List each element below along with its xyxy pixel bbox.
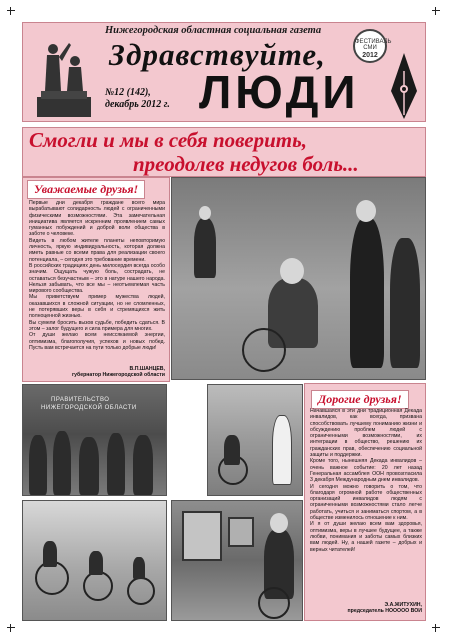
person-figure [224,435,240,465]
headline-band [22,127,426,177]
headline-line2: преодолев недугов боль... [133,152,359,176]
person-head [356,200,376,222]
person-figure [272,415,292,485]
government-sign-line1: ПРАВИТЕЛЬСТВО [51,397,110,403]
signature-name: Э.А.ЖИТУХИН, [384,602,422,608]
society-address-body [310,408,422,553]
person-figure [194,218,216,278]
photo-wheelchair-sport [207,384,303,496]
person-figure [350,218,384,368]
headline-line1: Смогли и мы в себя поверить, [29,128,307,152]
person-head [199,206,211,220]
monument-icon [29,35,99,119]
wheelchair-wheel [83,571,113,601]
person-figure [29,435,47,495]
person-figure [89,551,103,575]
fountain-pen-icon [383,51,425,121]
paragraph: Мы приветствуем пример мужества людей, оказавшихся в сложной ситуации, но не сломленных, не потерявших веры в себя и стремящихся жить полноценной жизнью. [29,294,165,320]
person-figure [107,433,125,495]
person-figure [43,541,57,567]
seal-year: 2012 [362,51,378,59]
person-head [270,513,288,533]
governor-signature [29,366,165,379]
festival-seal-icon [353,29,392,63]
paragraph: Первые дни декабря граждане всего мира вырабатывают солидарность людей с ограниченными физическими возможностями. Эта замечательная инициатива является искренним проявлением самых гуманных побуждений и доброй воли общества в заботе о человеке. [29,200,165,238]
society-signature [310,602,422,615]
crop-mark-bottom-right [432,624,440,632]
governor-address-title: Уважаемые друзья! [27,180,145,199]
paragraph: Видеть в любом жителе планеты неповторимую личность, яркую индивидуальность, которая должна иметь равные со всеми права для реализации своего потенциала, – сегодня это требование времени. [29,237,165,263]
photo-government-meeting [22,384,167,496]
person-figure [79,437,99,495]
society-address-panel [304,383,426,621]
masthead [22,22,426,122]
paragraph: Кроме того, нынешняя Декада инвалидов – очень важное событие: 20 лет назад Генеральная ассамблея ООН провозгласила 3 декабря Международным днем инвалидов. [310,458,422,484]
paragraph: И я от души желаю всем вам здоровья, оптимизма, веры в лучшее будущее, а также любви, понимания и заботы самых близких вам людей. Ну, а нашей газете – добрых и верных читателей! [310,521,422,553]
wheelchair-wheel [258,587,290,619]
signature-title: председатель НООООО ВОИ [347,608,422,615]
person-figure [133,435,153,495]
signature-name: В.П.ШАНЦЕВ, [129,366,165,372]
paragraph: Вы сумели бросить вызов судьбе, победить сдаться. В этом – залог будущего и сила примера для многих. [29,319,165,332]
painting [228,517,254,547]
seal-text: ФЕСТИВАЛЬ СМИ [355,39,392,52]
masthead-title-line2: ЛЮДИ [199,66,360,118]
painting [182,511,222,561]
photo-wheelchair-interview [171,177,426,380]
governor-address-body [29,200,165,351]
society-address-title: Дорогие друзья! [311,390,409,409]
government-sign-line2: НИЖЕГОРОДСКОЙ ОБЛАСТИ [41,405,137,411]
photo-wheelchair-race [22,500,167,621]
person-figure [390,238,420,368]
paragraph: И сегодня можно говорить о том, что благодаря огромной работе общественных организаций инвалидов людям с ограниченными возможностями стало легче работать, учиться и заниматься спортом, а в обществе изменилось отношение к ним. [310,483,422,522]
person-head [280,258,304,284]
issue-number: №12 (142), [105,87,151,98]
crop-mark-top-right [432,7,440,15]
governor-address-panel [22,177,170,382]
newspaper-subtitle: Нижегородская областная социальная газета [105,25,322,36]
crop-mark-top-left [7,7,15,15]
photo-art-exhibition [171,500,303,621]
person-figure [133,557,145,579]
masthead-title-line1: Здравствуйте, [109,37,326,72]
paragraph: Начавшаяся в эти дни традиционная Декада инвалидов, как всегда, призвана способствовать лучшему пониманию жизни и обсуждению проблем людей с ограниченными возможностями, их интеграции в общество, решению их гражданских прав, обеспечению социальной защиты и поддержки. [310,408,422,459]
wheelchair-wheel [127,577,155,605]
issue-date: декабрь 2012 г. [105,99,170,110]
paragraph: В российских традициях день милосердия всегда особо значим. Ощущать чужую боль, сострадать, не оставаться безучастным – это в натуре нашего народа. Нельзя забывать, что все мы – неотъемлемая часть мирового сообщества. [29,262,165,295]
wheelchair-wheel [242,328,286,372]
signature-title: губернатор Нижегородской области [71,372,165,379]
person-figure [53,431,71,495]
paragraph: От души желаю всем неиссякаемой энергии, оптимизма, благополучия, успехов и новых побед. Пусть вам встречается на пути только добрые люди! [29,332,165,351]
crop-mark-bottom-left [7,624,15,632]
